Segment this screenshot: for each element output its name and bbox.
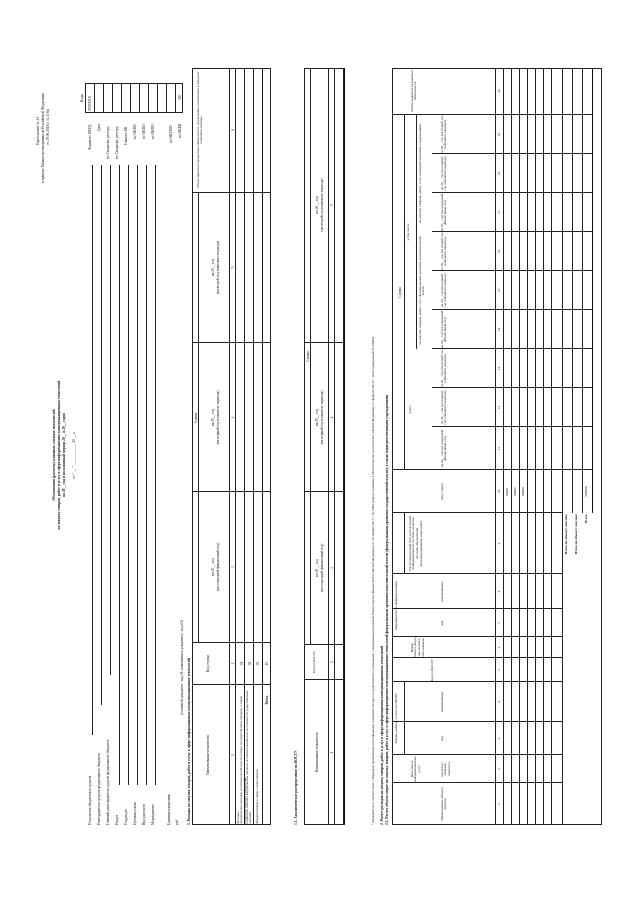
s2-num-6 — [497, 637, 502, 658]
s1-row1-name: Расходы федеральных органов исполнительной власти и иных государственных органов, а также подведомственных учреждений — [236, 695, 248, 824]
req-subsection: Подраздел — [124, 808, 128, 825]
s2-y3-subordinate: на 20__ год (на второй год планового периода) — [440, 115, 448, 154]
s1-col-year2-sub: (на первый год планового периода) — [215, 390, 220, 445]
s1-col-sum: Сумма — [193, 412, 198, 424]
s2-y2-total: на 20__ год (на первый год планового периода) — [440, 390, 448, 425]
req-section: Раздел — [115, 814, 119, 825]
s2-col-sum: Сумма — [397, 287, 402, 298]
s2-col-goods: Товары, работы, услуги по ОКПД2 — [394, 693, 398, 744]
sr-label-1: по Сводному реестру — [106, 126, 110, 159]
s2-col-line: Код строки — [440, 483, 444, 500]
s2-col-type: Тип (планируемый тип) используемой информационной системы, включая системы обеспечения функционирования, виды работ — [408, 515, 424, 572]
s2-num-16: 16 — [497, 249, 501, 254]
s1-col-year1-sub: (на очередной финансовый год) — [215, 542, 220, 592]
doc-date: от " __ " ____________ 20 __ г. — [72, 431, 76, 479]
doc-title-3: на 20__ год и на плановый период 20__ и 20__ годов — [62, 413, 66, 497]
s1-num-6: 6 — [230, 129, 235, 131]
doc-title-2: на закупку товаров, работ и услуг в сфере информационно-коммуникационных технологий — [57, 380, 61, 530]
s2-col-recipient-sub: код (класс, позиция, подкласс) — [440, 761, 452, 777]
req-distributor: Распорядитель средств федерального бюджета — [97, 753, 101, 825]
s2-grand-code: 900000 — [584, 486, 588, 497]
s2-col-ministry: на закупку товаров, работ, услуг федеральными органами исполнительной власти — [418, 236, 426, 345]
glava-label: Глава по БК — [124, 126, 128, 145]
s1-row1-code: 01 — [239, 661, 244, 666]
section2-title: 2. Расчет расходов на закупку товаров, работ и услуг в сфере информационно-коммуникационных технологий — [380, 645, 384, 825]
s2-num-5 — [497, 658, 502, 682]
s2-y2-ministry: на 20__ год (на первый год планового периода) — [440, 273, 448, 308]
date-label: Дата — [97, 123, 101, 131]
s2-col-contract: Номер лимита (кода) закупочного обоснования — [410, 637, 426, 658]
s2-num-3 — [497, 722, 502, 755]
s1-num-4: 4 — [230, 416, 235, 419]
s11-col-year1-sub: (на очередной финансовый год) — [319, 543, 324, 593]
s2-y1-ministry: на 20__ год (на очередной финансовый год) — [440, 310, 448, 349]
s2-y3-ministry: на 20__ год (на второй год планового периода) — [440, 232, 448, 271]
s11-num-4: 4 — [329, 416, 334, 419]
okpo-label-2: по ОКПО — [142, 124, 146, 139]
footnote: ¹ Указывается в соответствии с Порядком применения классификации операций сектора государственного управления, утвержденным приказом Министерства финансов Российской Федерации от 29 ноября 2017 г. № 209н (зарегистрирован в Министерстве юстиции Российской Федерации 12 февраля 2018 г., регистрационный № 50003). — [371, 336, 375, 825]
s2-num-7 — [497, 609, 502, 637]
s2-num-15: 15 — [497, 288, 501, 293]
okpo-label-1: по ОКПО — [133, 124, 137, 139]
okei-value: 383 — [178, 94, 182, 100]
s11-num-3: 3 — [329, 567, 334, 569]
codes-header: Коды — [80, 93, 84, 103]
s11-col-year2: на 20__ год — [314, 408, 319, 427]
s2-num-18: 18 — [497, 171, 501, 176]
units-label: Единица измерения: — [167, 793, 171, 825]
s2-num-14: 14 — [497, 327, 501, 332]
s2-col-total: всего — [408, 405, 412, 414]
s2-num-9 — [497, 513, 502, 574]
s2-num-1 — [497, 783, 502, 825]
section21-title: 2.1. Расчет объема затрат на закупку товаров, работ и услуг в сфере информационно-коммуникационных технологий федеральными органами исполнительной власти (федеральными органами государственной власти), а также подведомственными учреждениями — [385, 394, 389, 825]
codes-box — [85, 83, 183, 113]
s1-row2-code: 02 — [247, 661, 252, 666]
s1-num-1: 1 — [230, 754, 235, 756]
s2-y1-subordinate: на 20__ год (на очередной финансовый год) — [440, 193, 448, 232]
s2-num-19: 19 — [497, 132, 501, 137]
s11-col-year1: на 20__ год — [314, 559, 319, 577]
s2-num-2 — [497, 755, 502, 783]
s2-num-20: 20 — [497, 89, 501, 93]
oktmo-label: по ОКТМО — [169, 125, 173, 143]
s2-col-event: Мероприятие по информатизации — [394, 580, 398, 631]
s2-col-goods-name: наименование — [440, 691, 444, 713]
s2-col-event-name: наименование — [440, 581, 444, 602]
sr-label-2: по Сводному реестру — [115, 126, 119, 159]
s2-num-10: 10 — [497, 489, 501, 494]
s1-row2-name: подведомственных федеральным органам исполнительной власти иным государственным органам — [245, 690, 253, 824]
s2-col-kosgu: Код по КОСГУ — [430, 659, 434, 681]
s1-total-label: Всего — [264, 695, 269, 705]
s2-row-code-1: 00001 — [505, 487, 509, 496]
s1-col-obligations: Объем принятых бюджетных обязательств, подлежащих исполнению пределах планового периода — [196, 71, 204, 189]
s2-num-11: 11 — [497, 446, 501, 451]
units-value: руб — [175, 819, 179, 825]
s11-col-year3-sub: (на второй год планового периода) — [319, 178, 324, 232]
s2-total-label: Итого по объекту закупки — [574, 514, 578, 555]
s11-col-year3: на 20__ год — [314, 196, 319, 214]
s2-y2-subordinate: на 20__ год (на первый год планового периода) — [440, 156, 448, 191]
s1-col-year1: на 20__ год — [210, 558, 215, 576]
s2-num-17: 17 — [497, 210, 501, 215]
s1-col-year3-sub: (на второй год планового периода) — [215, 241, 220, 294]
s1-num-3: 3 — [230, 566, 235, 568]
s11-num-5: 5 — [329, 204, 334, 206]
s2-num-4 — [497, 682, 502, 722]
okpo-label-3: по ОКПО — [151, 124, 155, 139]
s1-num-5: 5 — [230, 266, 235, 269]
s2-num-8 — [497, 574, 502, 609]
section1-title: 1. Расходы на закупку товаров, работ и услуг в сфере информационно-коммуникационных технологий — [187, 658, 191, 825]
s2-col-recipient: Получатель информационных услуг — [410, 756, 422, 782]
s2-col-object: Наименование объекта закупки — [440, 787, 448, 821]
req-main-distributor: Главный распорядитель средств федерального бюджета — [106, 739, 110, 825]
s2-row-code-3: 90000 — [521, 487, 525, 496]
req-event: Мероприятие — [151, 804, 155, 825]
s2-y1-total: на 20__ год (на очередной финансовый год) — [440, 429, 448, 468]
s1-col-code: Код строки — [205, 654, 210, 673]
s2-num-13: 13 — [497, 366, 501, 371]
s1-num-2: 2 — [230, 662, 235, 665]
s1-col-year3: на 20__ год — [210, 258, 215, 277]
s1-col-name: Наименование показателя — [205, 735, 210, 775]
s1-col-year2: на 20__ год — [210, 408, 215, 427]
s2-col-event-code: код — [440, 620, 444, 626]
s11-col-sum: Сумма — [305, 351, 310, 362]
s2-y3-total: на 20__ год (на второй год планового периода) — [440, 349, 448, 388]
req-expense-type: Вид расходов — [142, 804, 146, 825]
s11-col-code: Код по КОСГУ — [312, 651, 316, 673]
s11-col-year2-sub: (на первый год планового периода) — [319, 390, 324, 445]
s1-row3-code: 03 — [255, 661, 260, 666]
s1-total-code: 10 — [264, 661, 269, 666]
s2-num-12: 12 — [497, 405, 501, 410]
s2-col-subordinate: на закупку товаров, работ, услуг подведомственными учреждениями — [418, 123, 422, 224]
doc-title-1: Обоснования (расчеты) плановых сметных показателей — [52, 409, 56, 501]
s11-num-2: 2 — [329, 661, 334, 663]
doc-type-note: (основной документ - код 01; изменения к документу - код 02) — [180, 619, 184, 715]
req-target: Целевая статья — [133, 802, 137, 825]
section11-title: 1.1. Аналитическое распределение по КОСГУ — [294, 750, 298, 825]
s2-col-goods-code: код — [440, 736, 444, 741]
okei-label: по ОКЕИ — [178, 123, 182, 138]
s2-grand-label: Всего — [584, 514, 588, 523]
req-recipient: Получатель бюджетных средств — [88, 775, 92, 825]
okud-label: Форма по ОКУД — [88, 124, 92, 150]
appendix-line2: к приказу Министерства финансов Российской Федерации — [41, 93, 45, 183]
s11-num-1: 1 — [329, 751, 334, 754]
s2-col-obligations: Объем принятых бюджетных обязательств — [410, 69, 418, 113]
s2-row-code-2: 00002 — [513, 487, 517, 496]
s2-col-including: том числе — [406, 223, 410, 238]
s11-col-name: Наименование показателя — [314, 732, 319, 773]
appendix-line3: от 29.06.2018 г. № 139н — [46, 109, 50, 145]
appendix-title: Приложение № 24 — [36, 116, 40, 145]
s2-subtotal-label: Итого по объекту закупки — [564, 514, 568, 555]
okud-value: 0505XXX — [88, 96, 92, 111]
s1-row3-name: Корректировка связи округлением — [255, 769, 259, 824]
